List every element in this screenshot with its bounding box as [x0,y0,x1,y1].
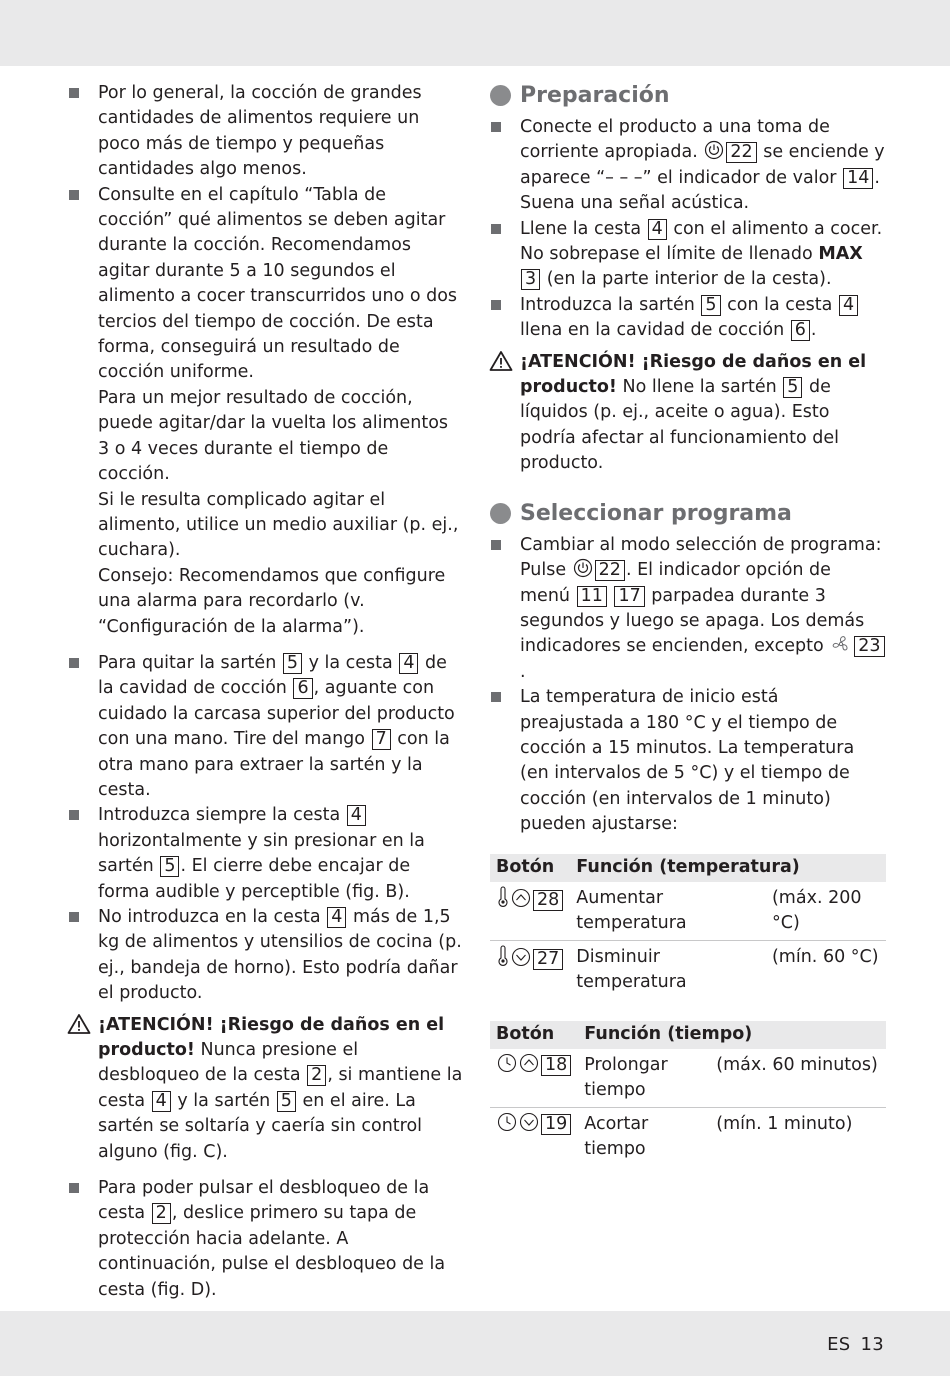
fan-icon [830,634,852,654]
warning-note: ¡ATENCIÓN! ¡Riesgo de daños en el producto! Nunca presione el desbloqueo de la cesta 2 , si mantiene la cesta 4 y la sartén 5 en el aire. La sartén se soltaría y caería sin control alguno (fig. C). [68,1013,464,1165]
list-item: Por lo general, la cocción de grandes cantidades de alimentos requiere un poco más de tiempo y pequeñas cantidades algo menos. [68,81,464,183]
part-number: 27 [533,949,563,970]
part-number: 6 [293,678,312,699]
power-icon [704,140,724,160]
part-number: 11 [577,586,607,607]
part-number: 5 [160,856,179,877]
left-column [68,81,464,1303]
part-number: 22 [595,560,625,581]
clock-icon [497,1112,517,1132]
warning-icon [67,1013,91,1035]
part-number: 4 [399,653,418,674]
list-item: Cambiar al modo selección de programa: Pulse 22 . El indicador opción de menú 11 17 parpadea durante 3 segundos y luego se apaga. Los demás indicadores se encienden, excepto 23. [490,533,886,685]
list-item: Para quitar la sartén 5 y la cesta 4 de la cavidad de cocción 6 , aguante con cuidado la carcasa superior del producto con una mano. Tire del mango 7 con la otra mano para extraer la sartén y la cesta. [68,651,464,803]
table-row: 28 Aumentar temperatura (máx. 200 °C) [490,882,886,941]
part-number: 19 [541,1114,571,1135]
down-arrow-button-icon [511,947,531,967]
table-header: Función (tiempo) [578,1021,886,1049]
table-row: 18 Prolongar tiempo (máx. 60 minutos) [490,1049,886,1108]
power-icon [573,558,593,578]
part-number: 18 [541,1055,571,1076]
list-item: Conecte el producto a una toma de corriente apropiada. 22 se enciende y aparece “– – –” el indicador de valor 14 . Suena una señal acústica. [490,115,886,217]
temperature-table [490,854,886,999]
part-number: 14 [843,168,873,189]
part-number: 5 [283,653,302,674]
part-number: 5 [277,1091,296,1112]
down-arrow-button-icon [519,1112,539,1132]
part-number: 5 [701,295,720,316]
part-number: 2 [307,1065,326,1086]
time-table [490,1021,886,1166]
part-number: 2 [152,1203,171,1224]
warning-icon [489,350,513,372]
list-item: Introduzca la sartén 5 con la cesta 4 llena en la cavidad de cocción 6 . [490,293,886,344]
table-header: Función (temperatura) [570,854,886,882]
section-heading: Preparación [490,81,886,111]
table-header: Botón [490,1021,578,1049]
part-number: 4 [347,805,366,826]
list-item: Llene la cesta 4 con el alimento a cocer. No sobrepase el límite de llenado MAX 3 (en la parte interior de la cesta). [490,217,886,293]
part-number: 22 [726,142,756,163]
clock-icon [497,1053,517,1073]
table-row: 27 Disminuir temperatura (mín. 60 °C) [490,940,886,999]
part-number: 4 [648,219,667,240]
list-item: Para poder pulsar el desbloqueo de la cesta 2 , deslice primero su tapa de protección hacia adelante. A continuación, pulse el desbloqueo de la cesta (fig. D). [68,1176,464,1303]
part-number: 4 [839,295,858,316]
page-number: 13 [860,1334,884,1355]
thermometer-icon [497,886,509,908]
part-number: 3 [521,269,540,290]
warning-note: ¡ATENCIÓN! ¡Riesgo de daños en el producto! No llene la sartén 5 de líquidos (p. ej., aceite o agua). Esto podría afectar al funcionamiento del producto. [490,350,886,477]
part-number: 7 [372,729,391,750]
list-item: Introduzca siempre la cesta 4 horizontalmente y sin presionar en la sartén 5 . El cierre debe encajar de forma audible y perceptible (fig. B). [68,803,464,905]
part-number: 4 [327,907,346,928]
language-code: ES [827,1334,851,1355]
footer-bar [0,1311,950,1376]
section-heading: Seleccionar programa [490,499,886,529]
part-number: 4 [152,1091,171,1112]
right-column [490,81,886,1166]
part-number: 23 [854,636,884,657]
list-item: La temperatura de inicio está preajustada a 180 °C y el tiempo de cocción a 15 minutos. La temperatura (en intervalos de 5 °C) y el tiempo de cocción (en intervalos de 1 minuto) pueden ajustarse: [490,685,886,837]
part-number: 6 [791,320,810,341]
up-arrow-button-icon [511,888,531,908]
table-header: Botón [490,854,570,882]
table-row: 19 Acortar tiempo (mín. 1 minuto) [490,1107,886,1166]
list-item: Consulte en el capítulo “Tabla de cocción” qué alimentos se deben agitar durante la cocción. Recomendamos agitar durante 5 a 10 segundos el alimento a cocer transcurridos uno o dos tercios del tiempo de cocción. De esta forma, conseguirá un resultado de cocción uniforme. Para un mejor resultado de cocción, puede agitar/dar la vuelta los alimentos 3 o 4 veces durante el tiempo de cocción. Si le resulta complicado agitar el alimento, utilice un medio auxiliar (p. ej., cuchara). Consejo: Recomendamos que configure una alarma para recordarlo (v. “Configuración de la alarma”). [68,183,464,640]
part-number: 28 [533,890,563,911]
thermometer-icon [497,945,509,967]
part-number: 17 [614,586,644,607]
header-bar [0,0,950,66]
list-item: No introduzca en la cesta 4 más de 1,5 kg de alimentos y utensilios de cocina (p. ej., bandeja de horno). Esto podría dañar el producto. [68,905,464,1007]
page-footer [817,1334,884,1355]
part-number: 5 [783,377,802,398]
up-arrow-button-icon [519,1053,539,1073]
